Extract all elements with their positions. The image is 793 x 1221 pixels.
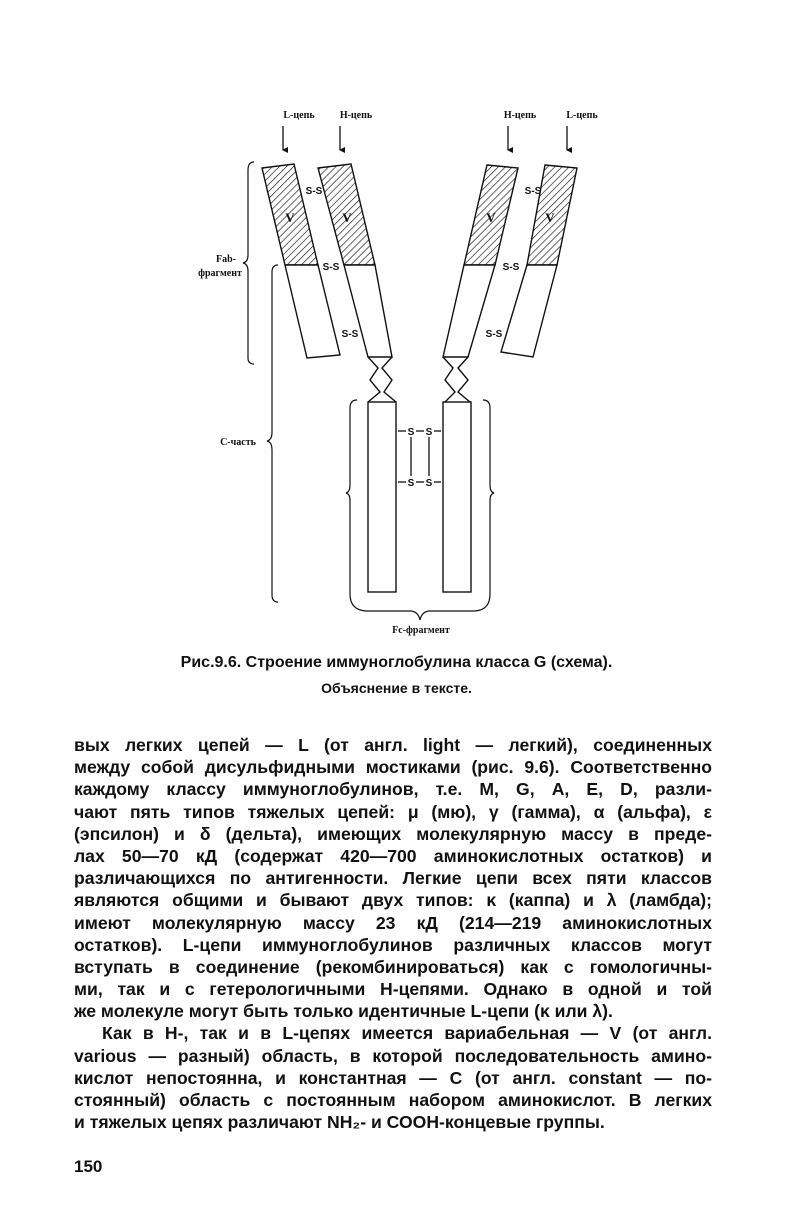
disulfide-bond-label: S-S [524, 186, 542, 197]
text-line: остатков). L-цепи иммуноглобулинов различных классов могут [74, 934, 712, 955]
right-heavy-chain-label: Н-цепь [503, 110, 537, 121]
body-text [74, 734, 712, 1133]
c-part-bracket [267, 265, 278, 602]
text-line: и тяжелых цепях различают NH₂- и СООН-концевые группы. [74, 1112, 605, 1133]
figure-caption-subline: Объяснение в тексте. [321, 680, 472, 696]
v-region-label: V [486, 210, 496, 225]
v-region-label: V [285, 210, 295, 225]
figure-caption: Рис.9.6. Строение иммуноглобулина класса G (схема). [180, 654, 613, 671]
text-line: являются общими и бывают двух типов: κ (каппа) и λ (ламбда); [74, 890, 712, 911]
chain-arrows [283, 126, 567, 150]
fab-bracket [243, 162, 254, 364]
fc-fragment-label: Fc-фрагмент [392, 625, 450, 636]
text-line: имеют молекулярную массу 23 кД (214—219 аминокислотных [74, 912, 712, 933]
v-region-label: V [342, 210, 352, 225]
right-heavy-chain [443, 165, 518, 357]
text-line: вых легких цепей — L (от англ. light — легкий), соединенных [74, 735, 712, 755]
page-number: 150 [74, 1157, 103, 1176]
text-line: же молекуле могут быть только идентичные L-цепи (κ или λ). [74, 1001, 613, 1022]
text-line: (эпсилон) и δ (дельта), имеющих молекулярную массу в преде- [74, 823, 712, 844]
left-heavy-chain-label: Н-цепь [339, 110, 373, 121]
right-light-chain-label: L-цепь [566, 110, 598, 121]
text-line: каждому классу иммуноглобулинов, т.е. М, G, А, Е, D, разли- [74, 779, 712, 800]
text-line: различающихся по антигенности. Легкие цепи всех пяти классов [74, 868, 712, 889]
fab-fragment-label: Fab- [216, 254, 236, 265]
text-line: various — разный) область, в которой последовательность амино- [74, 1045, 712, 1066]
text-line: лах 50—70 кД (содержат 420—700 аминокислотных остатков) и [74, 845, 712, 866]
text-line: стоянный) область с постоянным набором аминокислот. В легких [74, 1090, 712, 1110]
disulfide-bond-label: S-S [305, 186, 323, 197]
text-line: чают пять типов тяжелых цепей: μ (мю), γ (гамма), α (альфа), ε [74, 801, 712, 822]
disulfide-bond-label: S-S [322, 262, 340, 273]
text-line: вступать в соединение (рекомбинироваться) как с гомологичны- [74, 956, 712, 977]
text-line: Как в Н-, так и в L-цепях имеется вариабельная — V (от англ. [102, 1023, 712, 1044]
hinge-disulfide-bridges [398, 431, 441, 482]
v-region-label: V [545, 210, 555, 225]
disulfide-bond-label: S-S [502, 262, 520, 273]
sulfur-label: S [407, 478, 415, 489]
text-line: между собой дисульфидными мостиками (рис. 9.6). Соответственно [74, 757, 712, 778]
sulfur-label: S [407, 427, 415, 438]
sulfur-label: S [425, 478, 433, 489]
text-line: ми, так и с гетерологичными Н-цепями. Однако в одной и той [74, 979, 712, 1000]
sulfur-label: S [425, 427, 433, 438]
left-light-chain-label: L-цепь [283, 110, 315, 121]
disulfide-bond-label: S-S [341, 329, 359, 340]
fab-fragment-label: фрагмент [198, 268, 242, 279]
c-part-label: С-часть [220, 437, 256, 448]
disulfide-bond-label: S-S [485, 329, 503, 340]
hinge-region [368, 357, 470, 402]
text-line: кислот непостоянна, и константная — С (от англ. constant — по- [74, 1067, 712, 1088]
